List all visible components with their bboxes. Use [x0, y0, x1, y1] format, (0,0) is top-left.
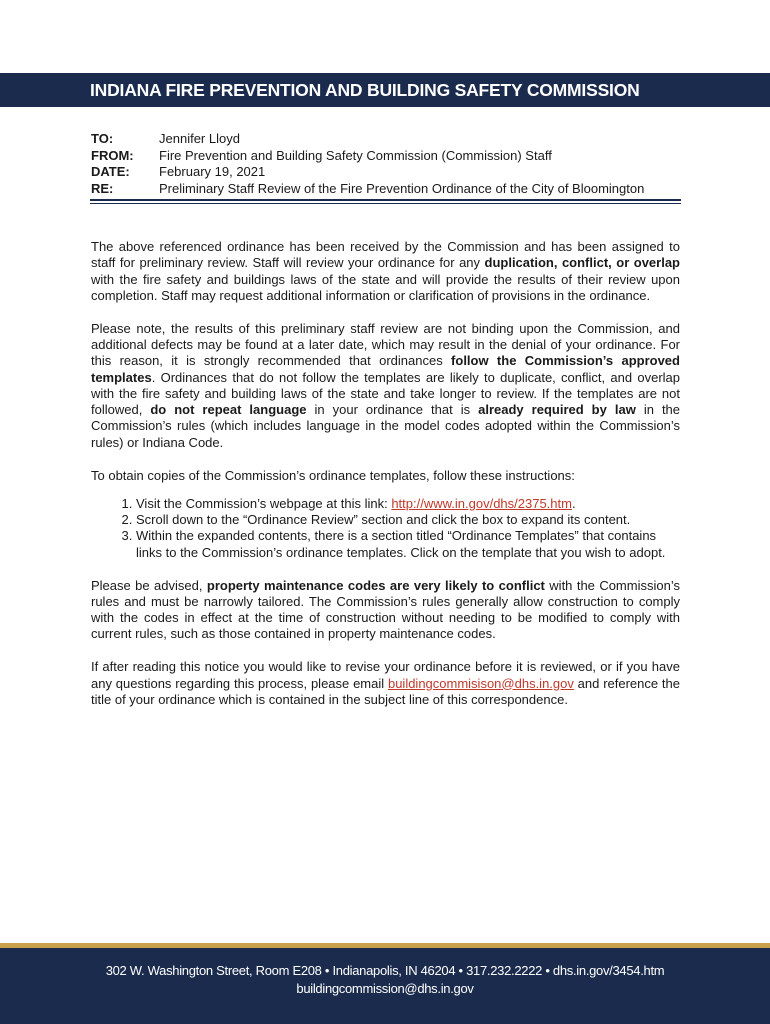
- instructions-list: [91, 496, 680, 561]
- footer-email: buildingcommission@dhs.in.gov: [296, 981, 474, 996]
- memo-to-row: [91, 131, 644, 148]
- text: The above referenced ordinance has been received by the Commission and has been assigned to staff for preliminary review. Staff will review your ordinance for any: [91, 239, 680, 271]
- memo-re-value: Preliminary Staff Review of the Fire Prevention Ordinance of the City of Bloomington: [159, 180, 645, 196]
- memo-body: [91, 239, 680, 725]
- text: and reference the title of your ordinance which is contained in the subject line of this correspondence.: [91, 675, 680, 707]
- list-item: 2. Scroll down to the “Ordinance Review” section and click the box to expand its content.: [136, 512, 680, 528]
- text: in the Commission’s rules (which includes language in the model codes adopted within the Commission’s rules) or Indiana Code.: [91, 402, 681, 450]
- memo-from-label: FROM:: [91, 147, 134, 163]
- memo-from-value: Fire Prevention and Building Safety Commission (Commission) Staff: [159, 147, 552, 163]
- email-link[interactable]: buildingcommisison@dhs.in.gov: [387, 675, 574, 691]
- text: Visit the Commission’s webpage at this link:: [136, 495, 392, 511]
- list-item: [136, 496, 680, 512]
- text: Please be advised,: [91, 577, 207, 593]
- memo-to-label: TO:: [91, 131, 114, 146]
- paragraph-instructions-intro: To obtain copies of the Commission’s ordinance templates, follow these instructions:: [91, 467, 575, 483]
- memo-date-label: DATE:: [91, 164, 130, 179]
- webpage-link[interactable]: http://www.in.gov/dhs/2375.htm: [391, 495, 572, 511]
- divider-thin: [90, 203, 681, 204]
- memo-re-row: [91, 181, 644, 198]
- list-item: 3. Within the expanded contents, there is a section titled “Ordinance Templates” that contains links to the Commission’s ordinance templates. Click on the template that you wish to adopt.: [136, 528, 680, 561]
- emphasis: do not repeat language: [150, 402, 307, 418]
- divider-thick: [90, 199, 681, 201]
- text: with the Commission’s rules and must be narrowly tailored. The Commission’s rules generally allow construction to comply with the codes in effect at the time of construction without needing to be modified to comply with current rules, such as those contained in property maintenance codes.: [91, 577, 680, 642]
- memo-from-row: [91, 148, 644, 165]
- text: Please note, the results of this preliminary staff review are not binding upon the Commission, and additional defects may be found at a later date, which may result in the denial of your ordinance. For this reason, it is strongly recommended that ordinances: [91, 320, 680, 369]
- memo-date-value: February 19, 2021: [159, 164, 266, 179]
- emphasis: already required by law: [478, 402, 636, 418]
- emphasis: duplication, conflict, or overlap: [484, 255, 680, 271]
- paragraph-property-maintenance: [91, 578, 680, 643]
- emphasis: property maintenance codes are very likely to conflict: [206, 577, 545, 593]
- memo-block: [91, 131, 644, 197]
- text: If after reading this notice you would like to revise your ordinance before it is reviewed, or if you have any questions regarding this process, please email: [91, 659, 680, 691]
- text: . Ordinances that do not follow the templates are likely to duplicate, conflict, and overlap with the fire safety and building laws of the state and take longer to review. If the templates are not followed,: [91, 369, 680, 418]
- text: .: [571, 495, 576, 511]
- text: with the fire safety and buildings laws of the state and will provide the results of their review upon completion. Staff may request additional information or clarification of provisions in the ordinance.: [91, 271, 680, 303]
- paragraph-review: [91, 239, 680, 304]
- memo-re-label: RE:: [91, 180, 114, 196]
- memo-date-row: [91, 164, 644, 181]
- memo-to-value: Jennifer Lloyd: [159, 131, 240, 146]
- page-title: INDIANA FIRE PREVENTION AND BUILDING SAFETY COMMISSION: [90, 80, 640, 100]
- footer-address: 302 W. Washington Street, Room E208 • Indianapolis, IN 46204 • 317.232.2222 • dhs.in.gov/3454.htm: [105, 963, 665, 978]
- footer-text: [0, 962, 770, 998]
- text: in your ordinance that is: [306, 402, 479, 418]
- paragraph-contact: [91, 659, 680, 708]
- emphasis: follow the Commission’s approved templates: [91, 353, 680, 385]
- paragraph-note: [91, 321, 680, 451]
